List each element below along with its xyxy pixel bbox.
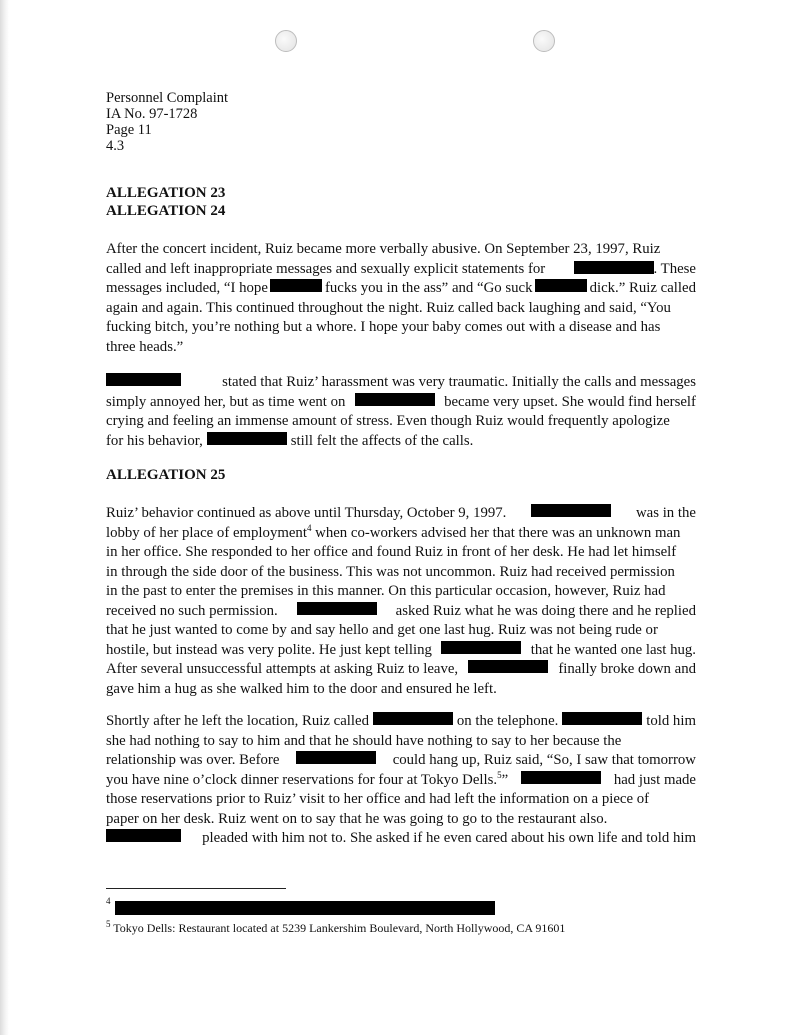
redaction-bar — [270, 279, 322, 292]
text-line: pleaded with him not to. She asked if he even cared about his own life and told him — [202, 830, 696, 846]
footnote-5 — [106, 921, 565, 936]
redaction-bar — [296, 751, 376, 764]
text-line: paper on her desk. Ruiz went on to say that he was going to go to the restaurant also. — [106, 810, 608, 827]
text-line: in through the side door of the business. This was not uncommon. Ruiz had received permission — [106, 563, 675, 580]
text-line: for his behavior, — [106, 432, 203, 449]
header-complaint-type: Personnel Complaint — [106, 90, 229, 106]
footnote-separator — [106, 888, 286, 889]
text-line: still felt the affects of the calls. — [290, 432, 474, 449]
redaction-bar — [562, 712, 642, 725]
redaction-bar — [355, 393, 435, 406]
page-edge-shadow — [0, 0, 9, 1035]
text-line: fucks you in the ass” and “Go suck — [324, 280, 533, 296]
text-line: in her office. She responded to her office and found Ruiz in front of her desk. He had let himself — [106, 544, 677, 560]
text-line: crying and feeling an immense amount of stress. Even though Ruiz would frequently apologize — [106, 413, 670, 429]
allegation-23-heading: ALLEGATION 23 — [106, 185, 226, 201]
text-line: again and again. This continued throughout the night. Ruiz called back laughing and said, “You — [106, 299, 671, 316]
text-line: on the telephone. — [456, 713, 559, 729]
header-page-number: Page 11 — [106, 122, 152, 138]
redaction-bar — [115, 901, 495, 915]
redaction-bar — [441, 641, 521, 654]
text-line: had just made — [613, 771, 696, 788]
text-line: Ruiz’ behavior continued as above until Thursday, October 9, 1997. — [106, 505, 507, 521]
allegation-25-heading: ALLEGATION 25 — [106, 467, 226, 483]
redaction-bar — [521, 771, 601, 784]
text-line: called and left inappropriate messages and sexually explicit statements for — [106, 260, 546, 277]
text-line: in the past to enter the premises in this manner. On this particular occasion, however, Ruiz had — [106, 583, 666, 599]
text-line: Shortly after he left the location, Ruiz called — [106, 713, 369, 729]
document-header — [106, 90, 228, 154]
text-line: when co-workers advised her that there was an unknown man — [311, 524, 681, 541]
redaction-bar — [535, 279, 587, 292]
text-line: could hang up, Ruiz said, “So, I saw that tomorrow — [392, 752, 696, 768]
text-line: became very upset. She would find herself — [444, 393, 696, 410]
text-line: finally broke down and — [558, 661, 696, 677]
text-line: asked Ruiz what he was doing there and he replied — [395, 602, 696, 619]
redaction-bar — [106, 829, 181, 842]
text-line: you have nine o’clock dinner reservations for four at Tokyo Dells. — [106, 771, 498, 788]
redaction-bar — [297, 602, 377, 615]
paragraph-1 — [106, 240, 696, 357]
header-ia-number: IA No. 97-1728 — [106, 106, 198, 122]
text-line: gave him a hug as she walked him to the door and ensured he left. — [106, 680, 497, 697]
text-line: relationship was over. Before — [106, 752, 280, 768]
text-line: those reservations prior to Ruiz’ visit to her office and had left the information on a piece of — [106, 791, 650, 807]
paragraph-4 — [106, 712, 696, 849]
text-line: hostile, but instead was very polite. He just kept telling — [106, 641, 432, 658]
text-line: . These — [653, 260, 696, 277]
text-line: After the concert incident, Ruiz became more verbally abusive. On September 23, 1997, Ruiz — [106, 241, 661, 257]
text-line: fucking bitch, you’re nothing but a whore. I hope your baby comes out with a disease and has — [106, 319, 661, 335]
text-line: that he just wanted to come by and say hello and get one last hug. Ruiz was not being rude or — [106, 622, 658, 638]
footnote-ref-5: 5 — [497, 769, 502, 780]
text-line: that he wanted one last hug. — [530, 641, 696, 658]
redaction-bar — [373, 712, 453, 725]
footnote-5-number: 5 — [106, 919, 111, 929]
paragraph-3 — [106, 504, 696, 699]
footnote-5-text: Tokyo Dells: Restaurant located at 5239 Lankershim Boulevard, North Hollywood, CA 91601 — [110, 921, 566, 935]
text-line: was in the — [635, 505, 696, 521]
text-line: lobby of her place of employment — [106, 524, 307, 541]
redaction-bar — [531, 504, 611, 517]
text-line: ” — [501, 771, 509, 788]
redaction-bar — [106, 373, 181, 386]
text-line: received no such permission. — [106, 602, 278, 619]
text-line: messages included, “I hope — [106, 280, 268, 296]
allegation-24-heading: ALLEGATION 24 — [106, 203, 226, 219]
text-line: three heads.” — [106, 338, 184, 355]
text-line: simply annoyed her, but as time went on — [106, 393, 346, 410]
punch-hole-left — [275, 30, 297, 52]
redaction-bar — [574, 261, 654, 274]
paragraph-2 — [106, 373, 696, 451]
text-line: stated that Ruiz’ harassment was very traumatic. Initially the calls and messages — [222, 374, 696, 390]
text-line: told him — [646, 713, 696, 729]
footnote-ref-4: 4 — [306, 522, 312, 533]
header-section: 4.3 — [106, 138, 125, 154]
text-line: After several unsuccessful attempts at asking Ruiz to leave, — [106, 661, 459, 677]
redaction-bar — [207, 432, 287, 445]
footnote-4: 4 — [106, 901, 495, 915]
punch-hole-right — [533, 30, 555, 52]
text-line: she had nothing to say to him and that he should have nothing to say to her because the — [106, 732, 622, 749]
text-line: dick.” Ruiz called — [589, 280, 696, 296]
redaction-bar — [468, 660, 548, 673]
